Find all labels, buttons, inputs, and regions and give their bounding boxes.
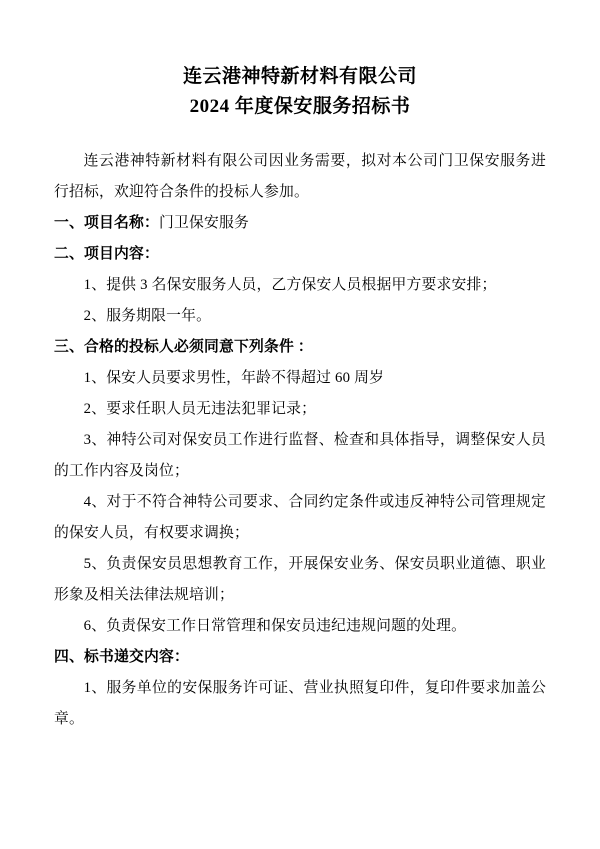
section-3-item-5: 5、负责保安员思想教育工作，开展保安业务、保安员职业道德、职业形象及相关法律法规培训； bbox=[54, 556, 546, 603]
intro-paragraph: 连云港神特新材料有限公司因业务需要，拟对本公司门卫保安服务进行招标，欢迎符合条件的投标人参加。 bbox=[54, 153, 546, 200]
section-2-item-2: 2、服务期限一年。 bbox=[83, 308, 212, 324]
section-heading-2: 二、项目内容： bbox=[54, 246, 159, 262]
section-heading-1-suffix: 门卫保安服务 bbox=[158, 215, 249, 231]
section-heading-4: 四、标书递交内容： bbox=[54, 649, 189, 665]
document-title bbox=[54, 62, 546, 122]
section-heading-1-label: 一、项目名称： bbox=[54, 215, 159, 231]
section-2-item-1: 1、提供 3 名保安服务人员，乙方保安人员根据甲方要求安排； bbox=[83, 277, 497, 293]
document-title-line-2: 2024 年度保安服务招标书 bbox=[189, 96, 411, 117]
section-3-item-3: 3、神特公司对保安员工作进行监督、检查和具体指导，调整保安人员的工作内容及岗位； bbox=[54, 432, 546, 479]
section-4-item-1: 1、服务单位的安保服务许可证、营业执照复印件，复印件要求加盖公章。 bbox=[54, 680, 546, 727]
section-3-item-2: 2、要求任职人员无违法犯罪记录； bbox=[83, 401, 317, 417]
section-3-item-4: 4、对于不符合神特公司要求、合同约定条件或违反神特公司管理规定的保安人员，有权要求调换； bbox=[54, 494, 546, 541]
section-3-item-1: 1、保安人员要求男性，年龄不得超过 60 周岁 bbox=[83, 370, 385, 386]
document-title-line-1: 连云港神特新材料有限公司 bbox=[182, 66, 417, 87]
section-3-item-6: 6、负责保安工作日常管理和保安员违纪违规问题的处理。 bbox=[83, 618, 467, 634]
section-heading-1 bbox=[54, 208, 546, 239]
section-heading-3: 三、合格的投标人必须同意下列条件 ： bbox=[54, 339, 313, 355]
